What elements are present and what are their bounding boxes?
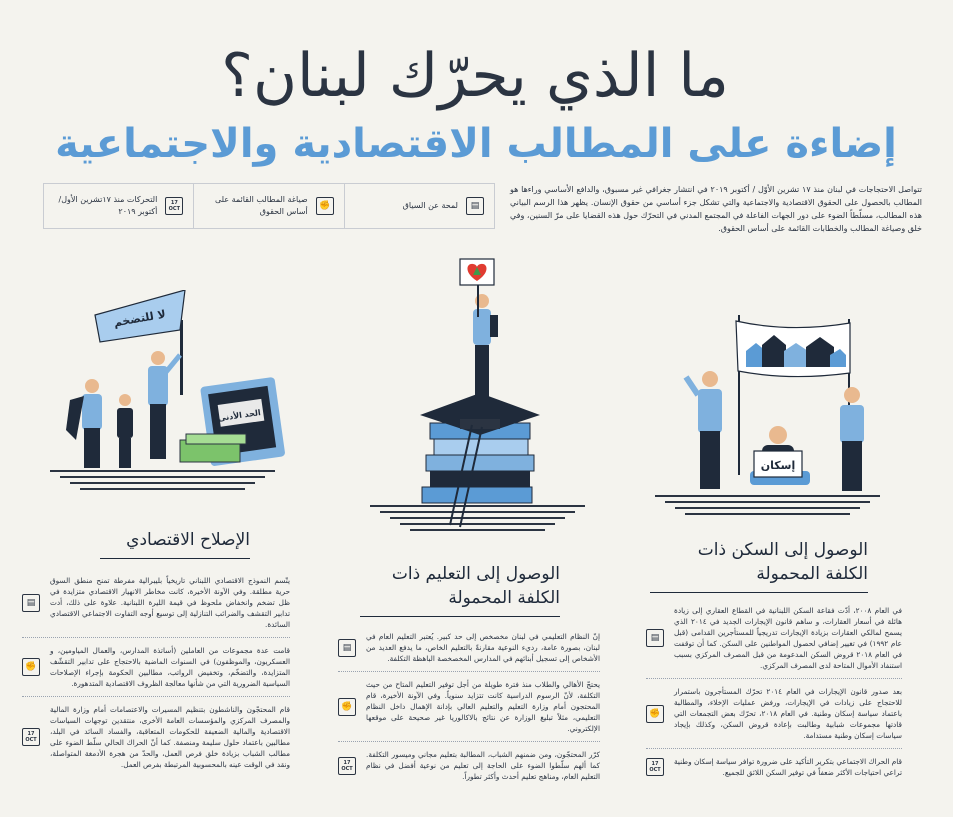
housing-row-context [646, 598, 902, 679]
context-icon: ▤ [338, 639, 356, 657]
fist-icon: ✊ [338, 698, 356, 716]
housing-header [650, 538, 868, 593]
economic-calendar-text: قام المحتجّون والناشطون بتنظيم المسيرات والاعتصامات أمام وزارة المالية والمصرف المركزي والمؤسسات العامة الأخرى، منتقدين توجهات السياسات الاقتصادية والمالية الضعيفة للحكومات المتعاقبة، والفساد السائد في البلد، مطالبين باعتماد حلول سليمة ومنصفة. كما أنّ الحراك الحالي سلّط الضوء على مطالب الشباب بزيادة خلق فرص العمل، والحدّ من هجرة الأدمغة المتواصلة، ونقد في الوقت عينه بالمحسوبية المرتبطة بفرص العمل. [50, 705, 290, 769]
education-demands-text: يحتجّ الأهالي والطلاب منذ فترة طويلة من أجل توفير التعليم المتاح من حيث التكلفة، لأنّ الرسوم الدراسية كانت تتزايد سنوياً. وفي الآونة الأخيرة، قام المحتجون أمام وزارة التعليم والتعليم العالي بإدانة الإهمال داخل النظام التعليمي، مثلاً تبليغ الوزارة عن نتائج بالاكالوريا غير صحيحة على موقعها الإلكتروني. [366, 680, 600, 733]
education-title: الوصول إلى التعليم ذات الكلفة المحمولة [391, 564, 560, 608]
page-title: ما الذي يحرّك لبنان؟ [221, 41, 729, 111]
economic-title: الإصلاح الاقتصادي [126, 530, 250, 550]
no-inflation-sign: لا للتضخم [112, 307, 167, 330]
economic-title-rule [100, 558, 250, 559]
context-icon: ▤ [646, 629, 664, 647]
education-row-calendar [338, 742, 600, 789]
economic-row-demands [22, 638, 290, 697]
fist-icon: ✊ [22, 658, 40, 676]
housing-sign: إسكان [760, 459, 796, 472]
housing-illustration [650, 315, 890, 525]
education-title-rule [360, 616, 560, 617]
calendar-icon: 17 OCT [646, 758, 664, 776]
legend-context-text: لمحة عن السياق [402, 201, 458, 210]
legend-demands [193, 184, 343, 228]
education-header [350, 562, 560, 617]
economic-row-context [22, 568, 290, 638]
education-illustration [360, 255, 600, 545]
housing-title: الوصول إلى السكن ذات الكلفة المحمولة [697, 540, 868, 584]
housing-title-rule [650, 592, 868, 593]
legend-box [43, 183, 495, 229]
education-row-context [338, 624, 600, 672]
economic-row-calendar [22, 697, 290, 777]
economic-context-text: يتّسم النموذج الاقتصادي اللبناني تاريخياً بليبرالية مفرطة تمنح منطق السوق حرية مطلقة. وفي الآونة الأخيرة، كانت مخاطر الانهيار الاقتصادي متزايدة في ظل تضخم وانخفاض ملحوظ في قيمة الليرة اللبنانية. علاوة على ذلك، أدت تدابير التقشف والضرائب التنازلية إلى توسيع أوجه التفاوت الاجتماعي الاقتصادي السائدة. [50, 576, 290, 629]
housing-row-demands [646, 679, 902, 749]
housing-context-text: في العام ٢٠٠٨، أدّت فقاعة السكن اللبنانية في القطاع العقاري إلى زيادة هائلة في أسعار العقارات، و ساهم قانون الإيجارات الجديد في ٢٠١٤ الذي يسمح لمالكي العقارات بزيادة الإيجارات تدريجياً للمستأجرين القدامى (قبل عام ١٩٩٢) في تغيير إضافي لحصول المواطنين على السكن. كما أن توقفت في العام ٢٠١٨ قروض السكن المدعومة من قبل المصرف المركزي بسبب استنفاد الأموال المتاحة لدى المصرف المركزي. [674, 606, 902, 670]
calendar-icon: 17 OCT [338, 757, 356, 775]
calendar-icon: 17 OCT [165, 197, 183, 215]
education-context-text: إنّ النظام التعليمي في لبنان مخصخص إلى حد كبير. يُعتبر التعليم العام في لبنان، بصورة عامة، رديء النوعية مقارنةً بالتعليم الخاص، ما يدفع العديد من الأشخاص إلى تسجيل أبنائهم في المدارس المخصخصة الباهظة التكلفة. [366, 632, 600, 663]
legend-context [344, 184, 494, 228]
legend-demands-text: صياغة المطالب القائمة على أساس الحقوق [214, 195, 308, 216]
economic-demands-text: قامت عدة مجموعات من العاملين (أساتذة المدارس، والعمال المياومين، و العسكريون، والموظفون) في السنوات الماضية بالاحتجاج على تدابير التقشّف المتزايدة، والتضخّم، وتخفيض الرواتب، مطالبين الحكومة بإجراء الإصلاحات السياسية الضرورية التي من شأنها معالجة الظروف الاقتصادية المتدهورة. [50, 646, 290, 688]
education-row-demands [338, 672, 600, 742]
calendar-icon: 17 OCT [22, 728, 40, 746]
housing-demands-text: بعد صدور قانون الإيجارات في العام ٢٠١٤ تحرّك المستأجرون باستمرار للاحتجاج على زيادات في الإيجارات، ورفض عمليات الإخلاء، والمطالبة باعتماد سياسة إسكان وطنية. في العام ٢٠١٨، تحرّك بعض التجمعات التي قادتها مجموعات شبابية وطالبت بإعادة قروض السكن، وكذلك بإيجاد سياسات إسكان وطنية مستدامة. [674, 687, 902, 740]
legend-calendar-text: التحركات منذ ١٧تشرين الأول/أكتوبر ٢٠١٩ [58, 195, 158, 216]
housing-calendar-text: قام الحراك الاجتماعي بتكرير التأكيد على ضرورة توافر سياسة إسكان وطنية تراعي احتياجات الأكثر ضعفاً في توفير السكن اللائق للجميع. [673, 757, 902, 777]
housing-list [646, 598, 902, 785]
minimum-wage-sign: الحد الأدنى [217, 408, 262, 423]
economic-illustration [40, 290, 290, 500]
education-list [338, 624, 600, 789]
housing-row-calendar [646, 749, 902, 785]
page-subtitle: إضاءة على المطالب الاقتصادية والاجتماعية [55, 121, 897, 167]
fist-icon: ✊ [646, 705, 664, 723]
context-icon: ▤ [22, 594, 40, 612]
education-calendar-text: كرّر المحتجّون، ومن ضمنهم الشباب، المطالبة بتعليم مجاني وميسور التكلفة. كما ألهم سلّطوا الضوء على الحاجة إلى تعليم من نوعية أفضل في نظام التعليم العام، ومناهج تعليم أحدث وأكثر تطوراً. [366, 750, 600, 781]
economic-list [22, 568, 290, 777]
legend-calendar [44, 184, 193, 228]
economic-column [40, 528, 250, 559]
context-icon: ▤ [466, 197, 484, 215]
fist-icon: ✊ [316, 197, 334, 215]
intro-paragraph: تتواصل الاحتجاجات في لبنان منذ ١٧ تشرين الأوّل / أكتوبر ٢٠١٩ في انتشار جغرافي غير مسبوق، والدافع الأساسي وراءها هو المطالب بالحصول على الحقوق الاقتصادية والاجتماعية والتي تشكل جزء أساسي من حقوق الإنسان. يظهر هذا الرسم البياني هذه المطالب، مسلّطاً الضوء على دور الجهات الفاعلة في المجتمع المدني في التحرّك حول هذه القضايا على مرّ السنين، وفي خلق وصياغة المطالب والخطابات القائمة على أساس الحقوق. [510, 185, 922, 233]
